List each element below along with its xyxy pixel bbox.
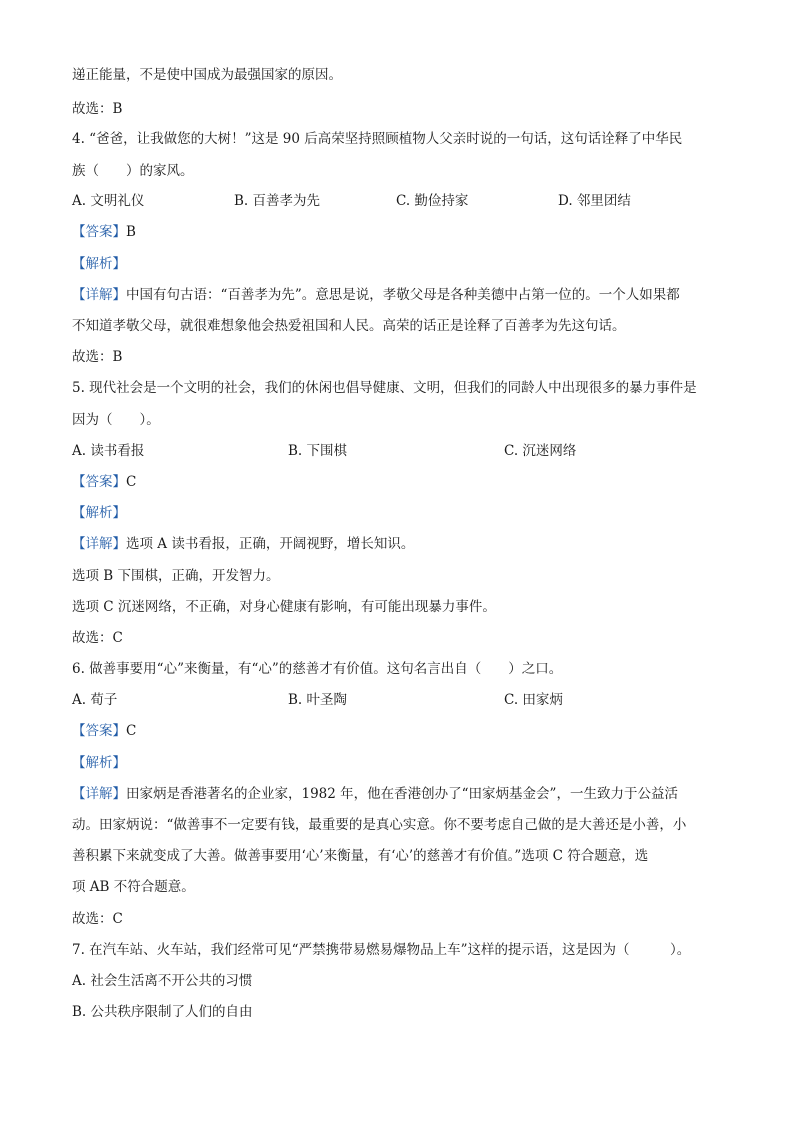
question-6-stem: 6. 做善事要用“心”来衡量，有“心”的慈善才有价值。这句名言出自（ ）之口。: [72, 661, 563, 677]
detail-text: 中国有句古语：“百善孝为先”。意思是说，孝敬父母是各种美德中占第一位的。一个人如果都: [126, 287, 680, 303]
question-4-option-b: B. 百善孝为先: [234, 193, 321, 209]
question-5-detail: [72, 535, 414, 553]
question-6-detail-line-3: 善积累下来就变成了大善。做善事要用‘心’来衡量，有‘心’的慈善才有价值。”选项 C 符合题意，选: [72, 848, 649, 864]
answer-value: C: [126, 474, 137, 490]
answer-value: C: [126, 723, 137, 739]
question-4-option-d: D. 邻里团结: [558, 193, 631, 209]
question-4-detail: [72, 286, 680, 304]
question-5-analysis-label: 【解析】: [72, 505, 126, 521]
question-6-selection: 故选：C: [72, 911, 123, 927]
question-6-option-a: A. 荀子: [72, 692, 118, 708]
question-5-detail-line-2: 选项 B 下围棋，正确，开发智力。: [72, 568, 280, 584]
question-7-option-b: B. 公共秩序限制了人们的自由: [72, 1004, 253, 1020]
question-5-selection: 故选：C: [72, 630, 123, 646]
detail-text: 选项 A 读书看报，正确，开阔视野，增长知识。: [126, 536, 415, 552]
detail-label: 【详解】: [72, 786, 126, 802]
text-line: 递正能量，不是使中国成为最强国家的原因。: [72, 67, 342, 83]
question-6-analysis-label: 【解析】: [72, 755, 126, 771]
question-6-detail-line-4: 项 AB 不符合题意。: [72, 879, 195, 895]
question-4-option-c: C. 勤俭持家: [396, 193, 469, 209]
question-5-option-a: A. 读书看报: [72, 443, 145, 459]
question-4-answer: [72, 223, 136, 241]
detail-label: 【详解】: [72, 536, 126, 552]
question-6-answer: [72, 722, 136, 740]
question-5-stem-cont: 因为（ ）。: [72, 412, 160, 428]
question-5-option-c: C. 沉迷网络: [504, 443, 577, 459]
question-4-selection: 故选：B: [72, 349, 123, 365]
question-4-detail-cont: 不知道孝敬父母，就很难想象他会热爱祖国和人民。高荣的话正是诠释了百善孝为先这句话。: [72, 318, 626, 334]
question-5-detail-line-3: 选项 C 沉迷网络，不正确，对身心健康有影响，有可能出现暴力事件。: [72, 599, 496, 615]
question-4-analysis-label: 【解析】: [72, 256, 126, 272]
question-4-stem-cont: 族（ ）的家风。: [72, 163, 194, 179]
question-4-option-a: A. 文明礼仪: [72, 193, 145, 209]
question-6-detail: [72, 785, 678, 803]
question-4-stem: 4. “爸爸，让我做您的大树！”这是 90 后高荣坚持照顾植物人父亲时说的一句话，这句话诠释了中华民: [72, 131, 683, 147]
question-5-stem: 5. 现代社会是一个文明的社会，我们的休闲也倡导健康、文明，但我们的同龄人中出现很多的暴力事件是: [72, 380, 697, 396]
question-6-option-c: C. 田家炳: [504, 692, 563, 708]
question-6-option-b: B. 叶圣陶: [288, 692, 348, 708]
question-5-option-b: B. 下围棋: [288, 443, 348, 459]
detail-label: 【详解】: [72, 287, 126, 303]
question-5-answer: [72, 473, 136, 491]
question-6-detail-line-2: 动。田家炳说：“做善事不一定要有钱，最重要的是真心实意。你不要考虑自己做的是大善还是小善，小: [72, 817, 687, 833]
answer-label: 【答案】: [72, 723, 126, 739]
answer-selection: 故选：B: [72, 101, 123, 117]
question-7-stem: 7. 在汽车站、火车站，我们经常可见“严禁携带易燃易爆物品上车”这样的提示语，这是因为（ ）。: [72, 942, 691, 958]
answer-label: 【答案】: [72, 224, 126, 240]
question-7-option-a: A. 社会生活离不开公共的习惯: [72, 973, 253, 989]
answer-value: B: [126, 224, 136, 240]
answer-label: 【答案】: [72, 474, 126, 490]
detail-text: 田家炳是香港著名的企业家，1982 年，他在香港创办了“田家炳基金会”，一生致力于公益活: [126, 786, 678, 802]
